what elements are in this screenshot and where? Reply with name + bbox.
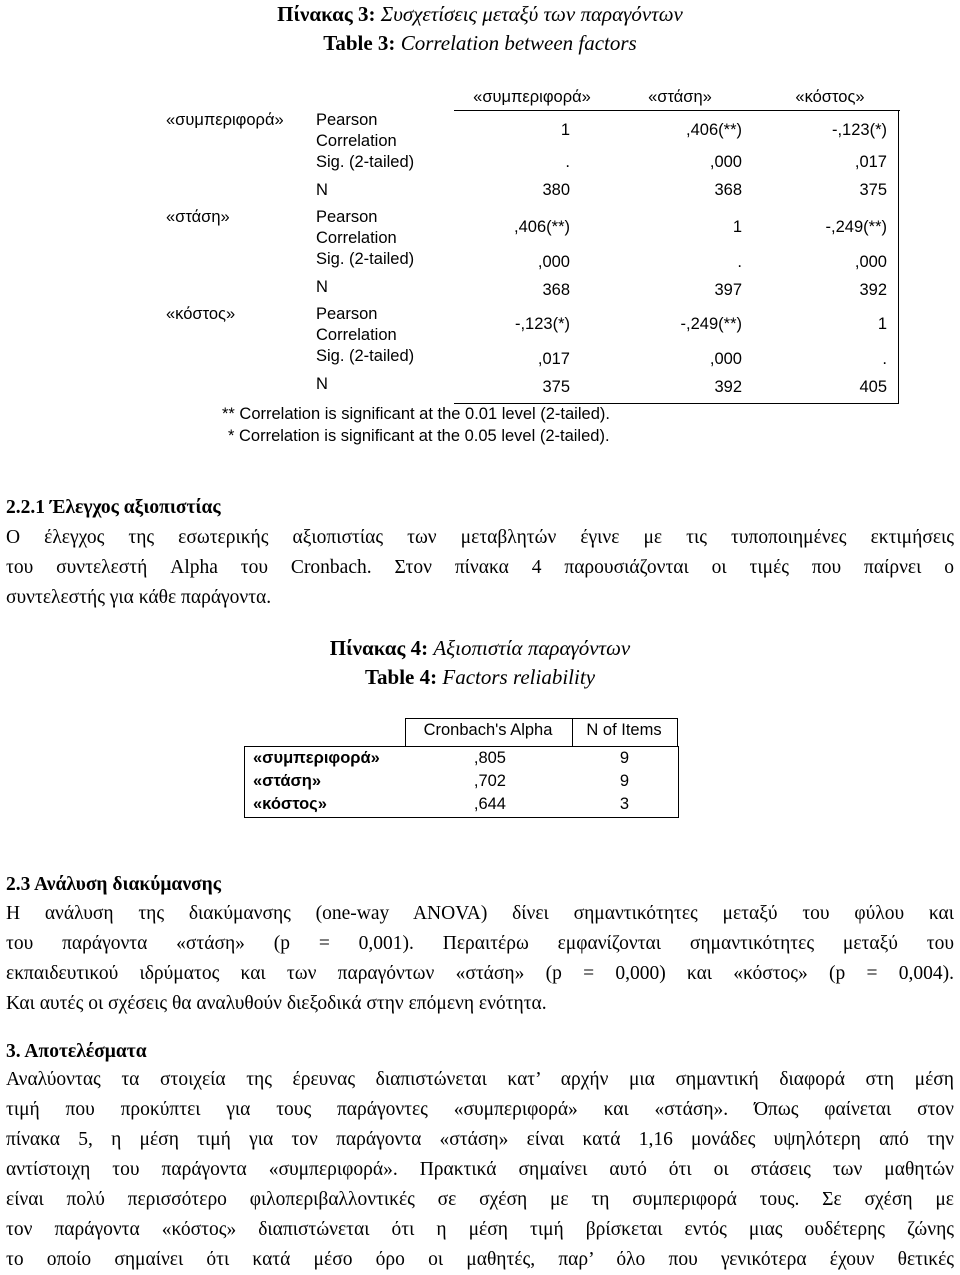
table3-caption-label: Πίνακας 3: [277,2,376,26]
stat-label: Pearson [316,111,378,129]
table-cell: ,000 [854,253,887,271]
stat-label: Pearson [316,208,378,226]
table-cell: ,406(**) [514,218,570,236]
paragraph-line: είναι πολύ περισσότερο φιλοπεριβαλλοντικές σε σχέση με τη συμπεριφορά τους. Σε σχέση με [6,1189,954,1210]
table3-subcaption [0,31,960,56]
table-cell: ,017 [854,153,887,171]
row-factor-label: «κόστος» [253,795,327,813]
table-cell: 3 [619,795,629,813]
table-cell: -,249(**) [825,218,887,236]
table-cell: -,123(*) [514,315,570,333]
table-cell: 375 [542,378,570,396]
body-paragraph [6,899,954,1019]
body-paragraph [6,523,954,613]
right-rule [898,110,899,404]
table-cell: -,249(**) [680,315,742,333]
col-header: «στάση» [648,88,712,106]
bottom-rule [454,403,899,404]
stat-label: N [316,181,328,199]
paragraph-line: του παράγοντα «στάση» (p = 0,001). Περαιτέρω εμφανίζονται σημαντικότητες μεταξύ του [6,933,954,954]
table3-subcaption-title: Correlation between factors [400,31,637,55]
table-cell: ,000 [537,253,570,271]
table-cell: 392 [859,281,887,299]
paragraph-line: τον παράγοντα «κόστος» διαπιστώνεται ότι η μέση τιμή βρίσκεται εντός μιας ουδέτερης ζώνης [6,1219,954,1240]
table3-subcaption-label: Table 3: [323,31,396,55]
table-cell: ,000 [709,153,742,171]
paragraph-line: Η ανάλυση της διακύμανσης (one-way ANOVA) δίνει σημαντικότητες μεταξύ του φύλου και [6,903,954,924]
row-factor-label: «συμπεριφορά» [253,749,380,767]
table4-caption [0,636,960,661]
table-cell: ,805 [473,749,506,767]
table-cell: -,123(*) [831,121,887,139]
stat-label: Correlation [316,132,397,150]
section-heading: 2.2.1 Έλεγχος αξιοπιστίας [6,497,221,518]
header-rule [454,110,900,111]
stat-label: N [316,375,328,393]
table-footnote: * Correlation is significant at the 0.05 level (2-tailed). [228,427,610,445]
stat-label: N [316,278,328,296]
table-cell: 1 [732,218,742,236]
table-cell: ,017 [537,350,570,368]
table-cell: 368 [542,281,570,299]
table-cell: 1 [877,315,887,333]
table4-caption-label: Πίνακας 4: [329,636,429,660]
table-cell: ,702 [473,772,506,790]
row-factor-label: «στάση» [253,772,322,790]
paragraph-line: το οποίο σημαίνει ότι κατά μέσο όρο οι μαθητές, παρ’ όλο που γενικότερα έχουν θετικές [6,1249,954,1270]
table-cell: . [565,153,570,171]
col-header: Cronbach's Alpha [423,721,553,739]
stat-label: Sig. (2-tailed) [316,347,415,365]
stat-label: Pearson [316,305,378,323]
table-cell: 392 [714,378,742,396]
table4-subcaption [0,665,960,690]
table-cell: 397 [714,281,742,299]
table-cell: 9 [619,749,629,767]
table-cell: . [882,350,887,368]
stat-label: Sig. (2-tailed) [316,250,415,268]
table-cell: ,406(**) [686,121,742,139]
table-cell: . [737,253,742,271]
table-cell: 9 [619,772,629,790]
stat-label: Correlation [316,229,397,247]
paragraph-line: Ο έλεγχος της εσωτερικής αξιοπιστίας των μεταβλητών έγινε με τις τυποποιημένες εκτιμήσεις [6,527,954,548]
table4-subcaption-title: Factors reliability [442,665,596,689]
table-cell: ,000 [709,350,742,368]
table-footnote: ** Correlation is significant at the 0.01 level (2-tailed). [222,405,610,423]
table4-caption-title: Αξιοπιστία παραγόντων [433,636,631,660]
table-cell: 375 [859,181,887,199]
table4-subcaption-label: Table 4: [364,665,438,689]
table3-caption-title: Συσχετίσεις μεταξύ των παραγόντων [380,2,683,26]
table-cell: 405 [859,378,887,396]
row-factor-label: «στάση» [166,208,230,226]
paragraph-line: του συντελεστή Alpha του Cronbach. Στον πίνακα 4 παρουσιάζονται οι τιμές που παίρνει ο [6,557,954,578]
stat-label: Sig. (2-tailed) [316,153,415,171]
paragraph-line: συντελεστής για κάθε παράγοντα. [6,587,272,608]
col-header: N of Items [586,721,662,739]
section-heading: 2.3 Ανάλυση διακύμανσης [6,874,221,895]
paragraph-line: αντίστοιχη του παράγοντα «συμπεριφορά». Πρακτικά σημαίνει αυτό ότι οι στάσεις των μαθητών [6,1159,954,1180]
table3-caption [0,2,960,27]
paragraph-line: Αναλύοντας τα στοιχεία της έρευνας διαπιστώνεται κατ’ αρχήν μια σημαντική διαφορά στη μέση [6,1069,954,1090]
table-cell: 380 [542,181,570,199]
col-header: «συμπεριφορά» [473,88,591,106]
table-cell: 1 [560,121,570,139]
body-paragraph [6,1065,954,1275]
row-factor-label: «κόστος» [166,305,236,323]
paragraph-line: πίνακα 5, η μέση τιμή για τον παράγοντα «στάση» είναι κατά 1,16 μονάδες υψηλότερη από την [6,1129,954,1150]
paragraph-line: εκπαιδευτικού ιδρύματος και των παραγόντων «στάση» (p = 0,000) και «κόστος» (p = 0,004). [6,963,954,984]
paragraph-line: τιμή που προκύπτει για τους παράγοντες «συμπεριφορά» και «στάση». Όπως φαίνεται στον [6,1099,954,1120]
col-header: «κόστος» [795,88,865,106]
table-cell: 368 [714,181,742,199]
paragraph-line: Και αυτές οι σχέσεις θα αναλυθούν διεξοδικά στην επόμενη ενότητα. [6,993,547,1014]
stat-label: Correlation [316,326,397,344]
section-heading: 3. Αποτελέσματα [6,1041,147,1062]
table-cell: ,644 [473,795,506,813]
row-factor-label: «συμπεριφορά» [166,111,284,129]
